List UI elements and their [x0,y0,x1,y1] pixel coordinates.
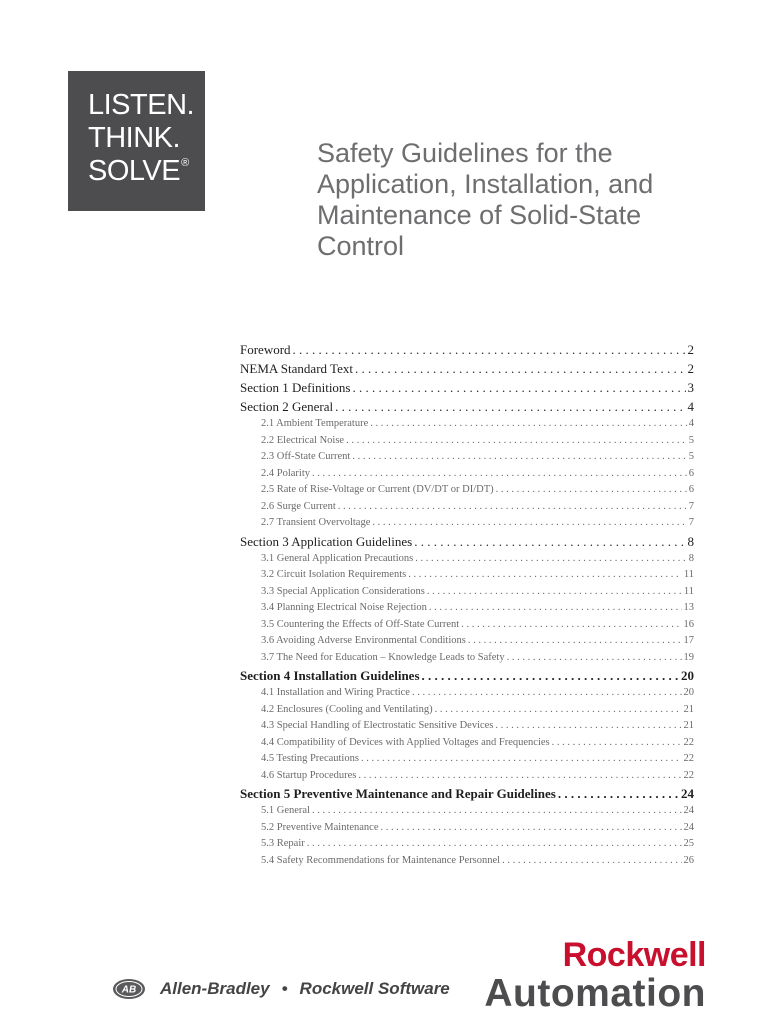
toc-entry-title: 3.2 Circuit Isolation Requirements [261,569,407,580]
toc-subentry[interactable] [240,803,694,820]
toc-entry-page: 5 [688,434,694,446]
toc-dot-leader [353,378,686,397]
toc-entry-title: 2.4 Polarity [261,467,310,479]
toc-dot-leader [372,515,686,532]
footer-brands [112,977,450,1001]
toc-subentry[interactable] [240,416,694,433]
toc-entry-section-1[interactable] [240,378,694,397]
ab-logo-text: AB [121,984,137,996]
toc-subentry[interactable] [240,499,694,516]
document-title-line: Maintenance of Solid-State [317,200,642,230]
toc-entry-title: NEMA Standard Text [240,361,353,376]
toc-entry-title: Section 3 Application Guidelines [240,533,413,549]
toc-entry-title: 2.6 Surge Current [261,500,336,512]
toc-entry-foreword[interactable] [240,340,694,359]
toc-entry-title: 2.5 Rate of Rise-Voltage or Current (DV/DT or DI/DT) [261,484,494,495]
toc-dot-leader [507,650,682,667]
toc-entry-page: 22 [683,769,694,781]
toc-entry-page: 20 [683,687,694,698]
toc-entry-section-4[interactable] [240,666,694,685]
toc-subentry[interactable] [240,482,694,499]
toc-entry-page: 13 [683,602,694,613]
toc-dot-leader [429,600,682,617]
toc-entry-page: 7 [688,517,694,528]
toc-entry-page: 5 [688,451,694,462]
toc-dot-leader [552,735,682,752]
toc-entry-title: 5.1 General [261,805,310,816]
toc-subentry[interactable] [240,567,694,584]
toc-subentry[interactable] [240,617,694,634]
toc-subentry[interactable] [240,584,694,601]
brand-line-solve [88,155,205,188]
toc-dot-leader [307,836,682,853]
toc-entry-page: 19 [683,651,694,663]
toc-entry-page: 11 [683,569,694,580]
toc-dot-leader [427,584,682,601]
toc-entry-page: 2 [687,342,694,357]
toc-entry-page: 6 [688,484,694,495]
toc-entry-page: 6 [688,467,694,479]
toc-entry-title: Foreword [240,342,291,357]
document-title-line: Application, Installation, and [317,169,654,199]
toc-subentry[interactable] [240,449,694,466]
toc-dot-leader [370,416,686,433]
toc-entry-title: 4.5 Testing Precautions [261,753,359,764]
toc-subentry[interactable] [240,718,694,735]
toc-subentry[interactable] [240,685,694,702]
toc-dot-leader [361,751,682,768]
toc-entry-page: 24 [681,786,694,801]
toc-subentry[interactable] [240,551,694,568]
toc-dot-leader [346,433,687,450]
toc-dot-leader [496,482,687,499]
toc-entry-title: 5.4 Safety Recommendations for Maintenance Personnel [261,854,501,866]
toc-dot-leader [461,617,681,634]
toc-entry-title: 4.4 Compatibility of Devices with Applied Voltages and Frequencies [261,736,550,748]
toc-entry-title: 4.2 Enclosures (Cooling and Ventilating) [261,703,433,715]
toc-entry-page: 4 [688,418,694,429]
toc-entry-page: 8 [688,552,694,564]
toc-entry-section-3[interactable] [240,532,694,551]
toc-entry-title: Section 1 Definitions [240,380,351,395]
toc-entry-title: 2.3 Off-State Current [261,451,351,462]
toc-entry-title: 5.2 Preventive Maintenance [261,821,379,833]
toc-entry-page: 26 [683,854,694,866]
rockwell-wordmark: Rockwell [562,936,706,974]
allen-bradley-wordmark: Allen-Bradley [160,979,270,998]
toc-subentry[interactable] [240,836,694,853]
toc-dot-leader [312,803,682,820]
toc-entry-title: 3.4 Planning Electrical Noise Rejection [261,602,427,613]
rockwell-software-wordmark: Rockwell Software [299,979,450,998]
toc-entry-page: 21 [683,720,694,731]
toc-entry-page: 4 [687,399,694,414]
toc-entry-title: 3.6 Avoiding Adverse Environmental Conditions [261,635,466,646]
toc-dot-leader [412,685,682,702]
toc-entry-title: Section 4 Installation Guidelines [240,668,420,683]
registered-mark: ® [181,157,189,169]
toc-dot-leader [468,633,682,650]
toc-entry-title: 5.3 Repair [261,838,305,849]
toc-dot-leader [495,718,681,735]
toc-entry-page: 22 [683,736,694,748]
toc-entry-page: 20 [681,668,694,683]
toc-entry-title: 4.3 Special Handling of Electrostatic Sensitive Devices [261,720,494,731]
toc-entry-page: 16 [683,618,694,630]
table-of-contents [240,340,694,869]
toc-subentry[interactable] [240,466,694,483]
brand-line-listen: LISTEN. [88,89,195,121]
toc-entry-title: 2.7 Transient Overvoltage [261,517,371,528]
toc-dot-leader [502,853,681,870]
rockwell-automation-logo [480,937,706,1015]
toc-dot-leader [558,784,679,803]
toc-entry-section-5[interactable] [240,784,694,803]
toc-entry-title: 4.6 Startup Procedures [261,769,357,781]
toc-entry-section-2[interactable] [240,397,694,416]
toc-dot-leader [358,768,681,785]
toc-subentry[interactable] [240,735,694,752]
toc-entry-page: 3 [687,380,694,395]
toc-dot-leader [415,551,687,568]
allen-bradley-logo-icon [112,978,146,1000]
toc-entry-page: 8 [687,533,694,549]
toc-subentry[interactable] [240,433,694,450]
toc-entry-page: 7 [688,500,694,512]
brand-line-solve-text: SOLVE [88,155,181,187]
toc-subentry[interactable] [240,751,694,768]
toc-subentry[interactable] [240,650,694,667]
toc-entry-page: 22 [683,753,694,764]
toc-entry-title: 3.1 General Application Precautions [261,552,414,564]
toc-entry-page: 2 [687,361,694,376]
document-title-line: Safety Guidelines for the [317,138,613,168]
toc-dot-leader [293,340,686,359]
toc-entry-title: 2.2 Electrical Noise [261,434,345,446]
toc-entry-title: Section 2 General [240,399,334,414]
toc-entry-title: 4.1 Installation and Wiring Practice [261,687,410,698]
footer-separator: • [281,979,288,998]
document-title [317,138,737,262]
toc-entry-page: 17 [683,635,694,646]
toc-subentry[interactable] [240,768,694,785]
toc-dot-leader [338,499,687,516]
toc-dot-leader [381,820,682,837]
document-title-line: Control [317,231,405,261]
listen-think-solve-logo [68,71,205,211]
toc-subentry[interactable] [240,600,694,617]
toc-entry-page: 25 [683,838,694,849]
toc-dot-leader [352,449,686,466]
toc-entry-title: Section 5 Preventive Maintenance and Repair Guidelines [240,786,556,801]
toc-dot-leader [335,397,685,416]
toc-dot-leader [422,666,680,685]
toc-subentry[interactable] [240,702,694,719]
brand-line-think: THINK. [88,122,181,154]
toc-subentry[interactable] [240,853,694,870]
toc-subentry[interactable] [240,820,694,837]
toc-dot-leader [408,567,682,584]
toc-subentry[interactable] [240,633,694,650]
toc-entry-title: 3.7 The Need for Education – Knowledge Leads to Safety [261,651,505,663]
toc-subentry[interactable] [240,515,694,532]
toc-entry-page: 11 [683,585,694,597]
automation-wordmark: Automation [484,972,706,1015]
toc-entry-title: 2.1 Ambient Temperature [261,418,369,429]
toc-dot-leader [312,466,687,483]
toc-entry-nema-standard-text[interactable] [240,359,694,378]
toc-entry-title: 3.5 Countering the Effects of Off-State Current [261,618,460,630]
toc-dot-leader [435,702,682,719]
toc-dot-leader [355,359,686,378]
toc-entry-title: 3.3 Special Application Considerations [261,585,425,597]
toc-dot-leader [414,532,685,551]
toc-entry-page: 21 [683,703,694,715]
toc-entry-page: 24 [683,821,694,833]
toc-entry-page: 24 [683,805,694,816]
